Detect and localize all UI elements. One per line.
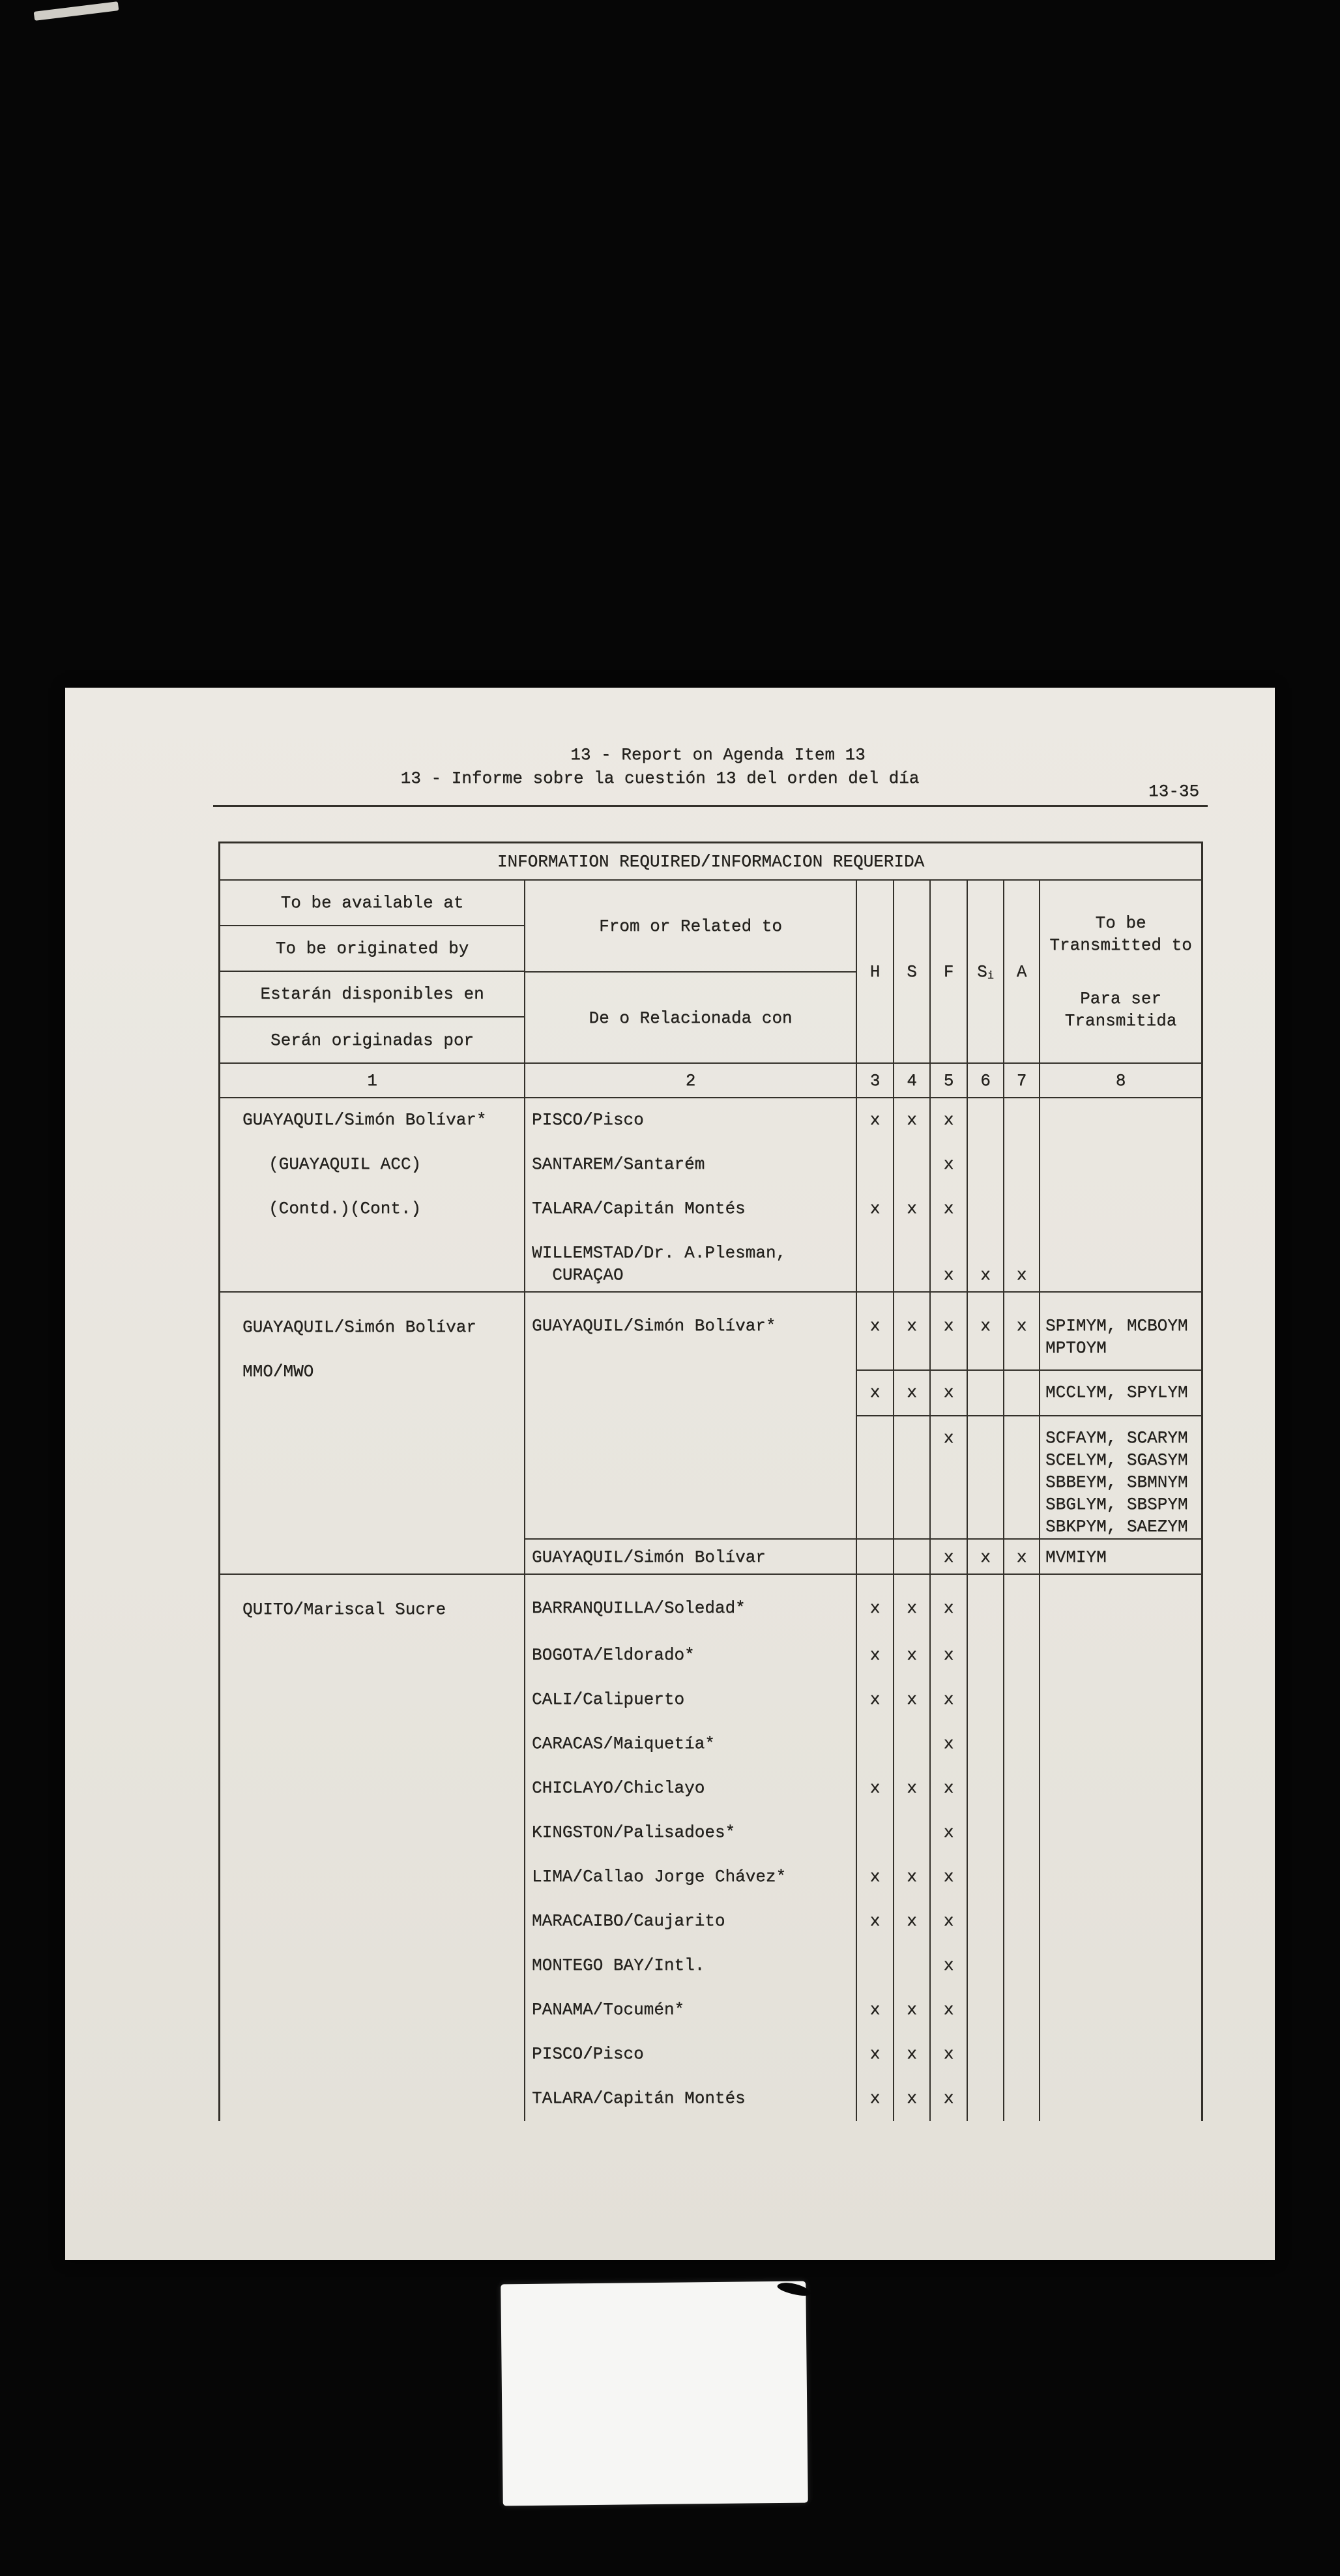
table-row bbox=[524, 1944, 1201, 1988]
col-number-7: 7 bbox=[1003, 1064, 1039, 1097]
scanned-page bbox=[65, 688, 1275, 2260]
requirement-mark-cell: x bbox=[929, 1988, 967, 2032]
requirement-mark-cell bbox=[967, 1944, 1003, 1988]
col8-header-en-2: Transmitted to bbox=[1049, 935, 1192, 955]
requirement-mark-cell bbox=[893, 1722, 929, 1766]
table-row bbox=[524, 1293, 1201, 1371]
transmitted-to-cell: MVMIYM bbox=[1039, 1540, 1201, 1573]
facility-column-cell bbox=[220, 1293, 524, 1573]
requirement-mark-cell bbox=[1003, 1633, 1039, 1678]
facility-name: MMO/MWO bbox=[242, 1362, 314, 1381]
letter-col-f: F bbox=[929, 881, 967, 1063]
requirement-mark-cell: x bbox=[929, 1143, 967, 1187]
requirement-mark-cell bbox=[893, 1540, 929, 1573]
requirement-mark-cell: x bbox=[929, 1633, 967, 1678]
from-related-cell: BOGOTA/Eldorado* bbox=[524, 1633, 856, 1678]
header-rule bbox=[213, 805, 1208, 807]
scan-bottom-tab bbox=[501, 2281, 808, 2506]
requirement-mark-cell: x bbox=[929, 1187, 967, 1231]
requirement-mark-cell bbox=[1003, 2032, 1039, 2077]
col1-header-en-2: To be originated by bbox=[220, 926, 524, 972]
from-related-cell: BARRANQUILLA/Soledad* bbox=[524, 1575, 856, 1633]
requirement-mark-cell: x bbox=[929, 1766, 967, 1811]
requirement-mark-cell: x bbox=[893, 1371, 929, 1416]
requirement-mark-cell: x bbox=[1003, 1231, 1039, 1291]
col-number-3: 3 bbox=[856, 1064, 893, 1097]
col1-header-es-2: Serán originadas por bbox=[270, 1031, 474, 1050]
requirement-mark-cell bbox=[893, 1811, 929, 1855]
transmitted-to-cell bbox=[1039, 1678, 1201, 1722]
table-row bbox=[524, 1855, 1201, 1899]
transmitted-to-cell bbox=[1039, 1811, 1201, 1855]
scan-corner-artifact bbox=[34, 1, 119, 21]
table-group bbox=[220, 1575, 1201, 2121]
requirement-mark-cell: x bbox=[929, 2032, 967, 2077]
requirement-mark-cell: x bbox=[893, 1575, 929, 1633]
requirement-mark-cell bbox=[1003, 1988, 1039, 2032]
requirement-mark-cell: x bbox=[967, 1293, 1003, 1371]
requirement-mark-cell: x bbox=[893, 1098, 929, 1143]
col2-header-es: De o Relacionada con bbox=[589, 1008, 793, 1028]
transmitted-to-cell bbox=[1039, 1187, 1201, 1231]
requirement-mark-cell: x bbox=[929, 1540, 967, 1573]
requirement-mark-cell bbox=[1003, 1766, 1039, 1811]
requirement-mark-cell bbox=[1003, 1722, 1039, 1766]
from-related-cell: PANAMA/Tocumén* bbox=[524, 1988, 856, 2032]
transmitted-to-cell bbox=[1039, 1231, 1201, 1291]
requirement-mark-cell: x bbox=[967, 1540, 1003, 1573]
requirement-mark-cell bbox=[1003, 1371, 1039, 1416]
requirement-mark-cell: x bbox=[856, 1575, 893, 1633]
requirement-mark-cell: x bbox=[967, 1231, 1003, 1291]
col-number-6: 6 bbox=[967, 1064, 1003, 1097]
requirement-mark-cell: x bbox=[893, 1293, 929, 1371]
requirement-mark-cell bbox=[1003, 1187, 1039, 1231]
col8-header-es-1: Para ser bbox=[1080, 989, 1161, 1008]
requirement-mark-cell bbox=[893, 1231, 929, 1291]
from-related-cell: LIMA/Callao Jorge Chávez* bbox=[524, 1855, 856, 1899]
requirement-mark-cell bbox=[1003, 1143, 1039, 1187]
requirement-mark-cell bbox=[856, 1811, 893, 1855]
letter-col-s: S bbox=[893, 881, 929, 1063]
requirement-mark-cell: x bbox=[929, 1855, 967, 1899]
requirement-mark-cell: x bbox=[929, 1293, 967, 1371]
requirement-mark-cell bbox=[967, 1855, 1003, 1899]
requirement-mark-cell bbox=[967, 1988, 1003, 2032]
requirement-mark-cell bbox=[1003, 1098, 1039, 1143]
table-row bbox=[524, 1633, 1201, 1678]
letter-col-h: H bbox=[856, 881, 893, 1063]
table-row bbox=[524, 1540, 1201, 1573]
requirement-mark-cell bbox=[967, 1899, 1003, 1944]
requirement-mark-cell: x bbox=[929, 1098, 967, 1143]
col-number-1: 1 bbox=[367, 1070, 377, 1090]
requirement-mark-cell bbox=[856, 1143, 893, 1187]
transmitted-to-cell: SCFAYM, SCARYM SCELYM, SGASYM SBBEYM, SBMNYM SBGLYM, SBSPYM SBKPYM, SAEZYM bbox=[1039, 1416, 1201, 1540]
col2-header-cell bbox=[524, 881, 856, 1063]
requirement-mark-cell bbox=[967, 1575, 1003, 1633]
requirement-mark-cell: x bbox=[856, 1766, 893, 1811]
from-related-cell: GUAYAQUIL/Simón Bolívar bbox=[524, 1540, 856, 1573]
requirement-mark-cell: x bbox=[856, 1988, 893, 2032]
col-number-2: 2 bbox=[524, 1064, 856, 1097]
table-title: INFORMATION REQUIRED/INFORMACION REQUERIDA bbox=[497, 851, 925, 871]
requirement-mark-cell bbox=[1003, 1855, 1039, 1899]
table-row bbox=[524, 1988, 1201, 2032]
requirement-mark-cell: x bbox=[856, 1678, 893, 1722]
col2-header-en: From or Related to bbox=[525, 881, 856, 973]
facility-name: GUAYAQUIL/Simón Bolívar bbox=[242, 1317, 476, 1337]
transmitted-to-cell: MCCLYM, SPYLYM bbox=[1039, 1371, 1201, 1416]
from-related-cell: MONTEGO BAY/Intl. bbox=[524, 1944, 856, 1988]
table-row bbox=[524, 2032, 1201, 2077]
requirement-mark-cell: x bbox=[893, 2032, 929, 2077]
table-row bbox=[524, 2077, 1201, 2121]
col8-header-en-1: To be bbox=[1095, 913, 1146, 933]
transmitted-to-cell bbox=[1039, 1944, 1201, 1988]
requirement-mark-cell: x bbox=[929, 1722, 967, 1766]
requirement-mark-cell: x bbox=[929, 1416, 967, 1540]
from-related-cell: WILLEMSTAD/Dr. A.Plesman, CURAÇAO bbox=[524, 1231, 856, 1291]
requirement-mark-cell bbox=[967, 2032, 1003, 2077]
table-row bbox=[524, 1722, 1201, 1766]
table-header-row bbox=[220, 881, 1201, 1064]
requirement-mark-cell: x bbox=[929, 1371, 967, 1416]
requirement-mark-cell bbox=[967, 1633, 1003, 1678]
table-row bbox=[524, 1678, 1201, 1722]
col1-header-en-1: To be available at bbox=[220, 881, 524, 926]
requirement-mark-cell: x bbox=[856, 1633, 893, 1678]
requirement-mark-cell: x bbox=[856, 1899, 893, 1944]
requirement-mark-cell: x bbox=[893, 2077, 929, 2121]
requirement-mark-cell: x bbox=[893, 1988, 929, 2032]
facility-name: (GUAYAQUIL ACC) bbox=[269, 1154, 422, 1174]
from-related-cell: MARACAIBO/Caujarito bbox=[524, 1899, 856, 1944]
col8-header-es-2: Transmitida bbox=[1064, 1011, 1177, 1031]
requirement-mark-cell bbox=[967, 1416, 1003, 1540]
from-related-cell: PISCO/Pisco bbox=[524, 1098, 856, 1143]
requirement-mark-cell: x bbox=[1003, 1293, 1039, 1371]
group-subrows bbox=[524, 1098, 1201, 1291]
requirement-mark-cell: x bbox=[929, 1811, 967, 1855]
from-related-cell bbox=[524, 1371, 856, 1416]
from-related-cell: CARACAS/Maiquetía* bbox=[524, 1722, 856, 1766]
requirement-mark-cell: x bbox=[1003, 1540, 1039, 1573]
col8-header-cell bbox=[1039, 881, 1201, 1063]
requirement-mark-cell bbox=[1003, 2077, 1039, 2121]
table-row bbox=[524, 1187, 1201, 1231]
col-number-5: 5 bbox=[929, 1064, 967, 1097]
requirement-mark-cell: x bbox=[893, 1633, 929, 1678]
requirement-mark-cell bbox=[1003, 1575, 1039, 1633]
information-required-table bbox=[218, 842, 1203, 2121]
col-number-4: 4 bbox=[893, 1064, 929, 1097]
table-row bbox=[524, 1899, 1201, 1944]
requirement-mark-cell: x bbox=[929, 1231, 967, 1291]
requirement-mark-cell bbox=[1003, 1944, 1039, 1988]
transmitted-to-cell bbox=[1039, 1143, 1201, 1187]
letter-col-si: S i bbox=[967, 881, 1003, 1063]
transmitted-to-cell bbox=[1039, 1722, 1201, 1766]
requirement-mark-cell: x bbox=[929, 1899, 967, 1944]
from-related-cell: SANTAREM/Santarém bbox=[524, 1143, 856, 1187]
requirement-mark-cell: x bbox=[856, 1371, 893, 1416]
table-row bbox=[524, 1416, 1201, 1540]
table-group bbox=[220, 1293, 1201, 1575]
column-number-row bbox=[220, 1064, 1201, 1098]
transmitted-to-cell bbox=[1039, 2032, 1201, 2077]
requirement-mark-cell: x bbox=[893, 1187, 929, 1231]
transmitted-to-cell bbox=[1039, 1988, 1201, 2032]
table-group bbox=[220, 1098, 1201, 1293]
from-related-cell: GUAYAQUIL/Simón Bolívar* bbox=[524, 1293, 856, 1371]
requirement-mark-cell bbox=[967, 1722, 1003, 1766]
requirement-mark-cell bbox=[856, 1231, 893, 1291]
letter-col-a: A bbox=[1003, 881, 1039, 1063]
header-line-es: 13 - Informe sobre la cuestión 13 del orden del día bbox=[400, 768, 920, 788]
col1-header-cell bbox=[220, 881, 524, 1063]
requirement-mark-cell bbox=[967, 1187, 1003, 1231]
header-line-en: 13 - Report on Agenda Item 13 bbox=[570, 745, 866, 765]
from-related-cell: TALARA/Capitán Montés bbox=[524, 2077, 856, 2121]
requirement-mark-cell: x bbox=[856, 2077, 893, 2121]
requirement-mark-cell: x bbox=[929, 1944, 967, 1988]
requirement-mark-cell: x bbox=[893, 1855, 929, 1899]
transmitted-to-cell bbox=[1039, 1633, 1201, 1678]
requirement-mark-cell bbox=[856, 1416, 893, 1540]
requirement-mark-cell bbox=[856, 1944, 893, 1988]
requirement-mark-cell bbox=[967, 1678, 1003, 1722]
from-related-cell: TALARA/Capitán Montés bbox=[524, 1187, 856, 1231]
from-related-cell: CALI/Calipuerto bbox=[524, 1678, 856, 1722]
requirement-mark-cell bbox=[967, 1371, 1003, 1416]
requirement-mark-cell bbox=[893, 1944, 929, 1988]
from-related-cell: KINGSTON/Palisadoes* bbox=[524, 1811, 856, 1855]
requirement-mark-cell bbox=[967, 1098, 1003, 1143]
transmitted-to-cell bbox=[1039, 2077, 1201, 2121]
table-row bbox=[524, 1231, 1201, 1291]
requirement-mark-cell: x bbox=[929, 1678, 967, 1722]
from-related-cell bbox=[524, 1416, 856, 1540]
group-subrows bbox=[524, 1293, 1201, 1573]
requirement-mark-cell: x bbox=[856, 1098, 893, 1143]
requirement-mark-cell: x bbox=[929, 1575, 967, 1633]
facility-name: QUITO/Mariscal Sucre bbox=[242, 1600, 446, 1619]
transmitted-to-cell bbox=[1039, 1098, 1201, 1143]
requirement-mark-cell: x bbox=[856, 1855, 893, 1899]
facility-name: GUAYAQUIL/Simón Bolívar* bbox=[242, 1110, 487, 1130]
page-number: 13-35 bbox=[1148, 782, 1199, 801]
table-row bbox=[524, 1143, 1201, 1187]
requirement-mark-cell: x bbox=[856, 1293, 893, 1371]
requirement-mark-cell bbox=[1003, 1811, 1039, 1855]
requirement-mark-cell bbox=[967, 1766, 1003, 1811]
transmitted-to-cell bbox=[1039, 1766, 1201, 1811]
requirement-mark-cell: x bbox=[893, 1766, 929, 1811]
requirement-mark-cell: x bbox=[929, 2077, 967, 2121]
table-body bbox=[220, 1098, 1201, 2121]
col1-header-es-1: Estarán disponibles en bbox=[220, 972, 524, 1017]
table-row bbox=[524, 1811, 1201, 1855]
requirement-mark-cell: x bbox=[856, 1187, 893, 1231]
requirement-mark-cell bbox=[856, 1722, 893, 1766]
facility-name: (Contd.)(Cont.) bbox=[269, 1199, 422, 1218]
table-row bbox=[524, 1098, 1201, 1143]
table-row bbox=[524, 1766, 1201, 1811]
from-related-cell: CHICLAYO/Chiclayo bbox=[524, 1766, 856, 1811]
table-row bbox=[524, 1575, 1201, 1633]
requirement-mark-cell bbox=[1003, 1678, 1039, 1722]
table-row bbox=[524, 1371, 1201, 1416]
requirement-mark-cell bbox=[893, 1143, 929, 1187]
col-number-8: 8 bbox=[1039, 1064, 1201, 1097]
requirement-mark-cell: x bbox=[893, 1678, 929, 1722]
transmitted-to-cell bbox=[1039, 1899, 1201, 1944]
requirement-mark-cell bbox=[856, 1540, 893, 1573]
transmitted-to-cell: SPIMYM, MCBOYM MPTOYM bbox=[1039, 1293, 1201, 1371]
from-related-cell: PISCO/Pisco bbox=[524, 2032, 856, 2077]
requirement-mark-cell bbox=[1003, 1416, 1039, 1540]
requirement-mark-cell bbox=[967, 2077, 1003, 2121]
facility-column-cell bbox=[220, 1575, 524, 2121]
transmitted-to-cell bbox=[1039, 1575, 1201, 1633]
group-subrows bbox=[524, 1575, 1201, 2121]
facility-column-cell bbox=[220, 1098, 524, 1291]
requirement-mark-cell bbox=[967, 1811, 1003, 1855]
requirement-mark-cell bbox=[967, 1143, 1003, 1187]
requirement-mark-cell: x bbox=[856, 2032, 893, 2077]
requirement-mark-cell bbox=[1003, 1899, 1039, 1944]
requirement-mark-cell: x bbox=[893, 1899, 929, 1944]
requirement-mark-cell bbox=[893, 1416, 929, 1540]
transmitted-to-cell bbox=[1039, 1855, 1201, 1899]
